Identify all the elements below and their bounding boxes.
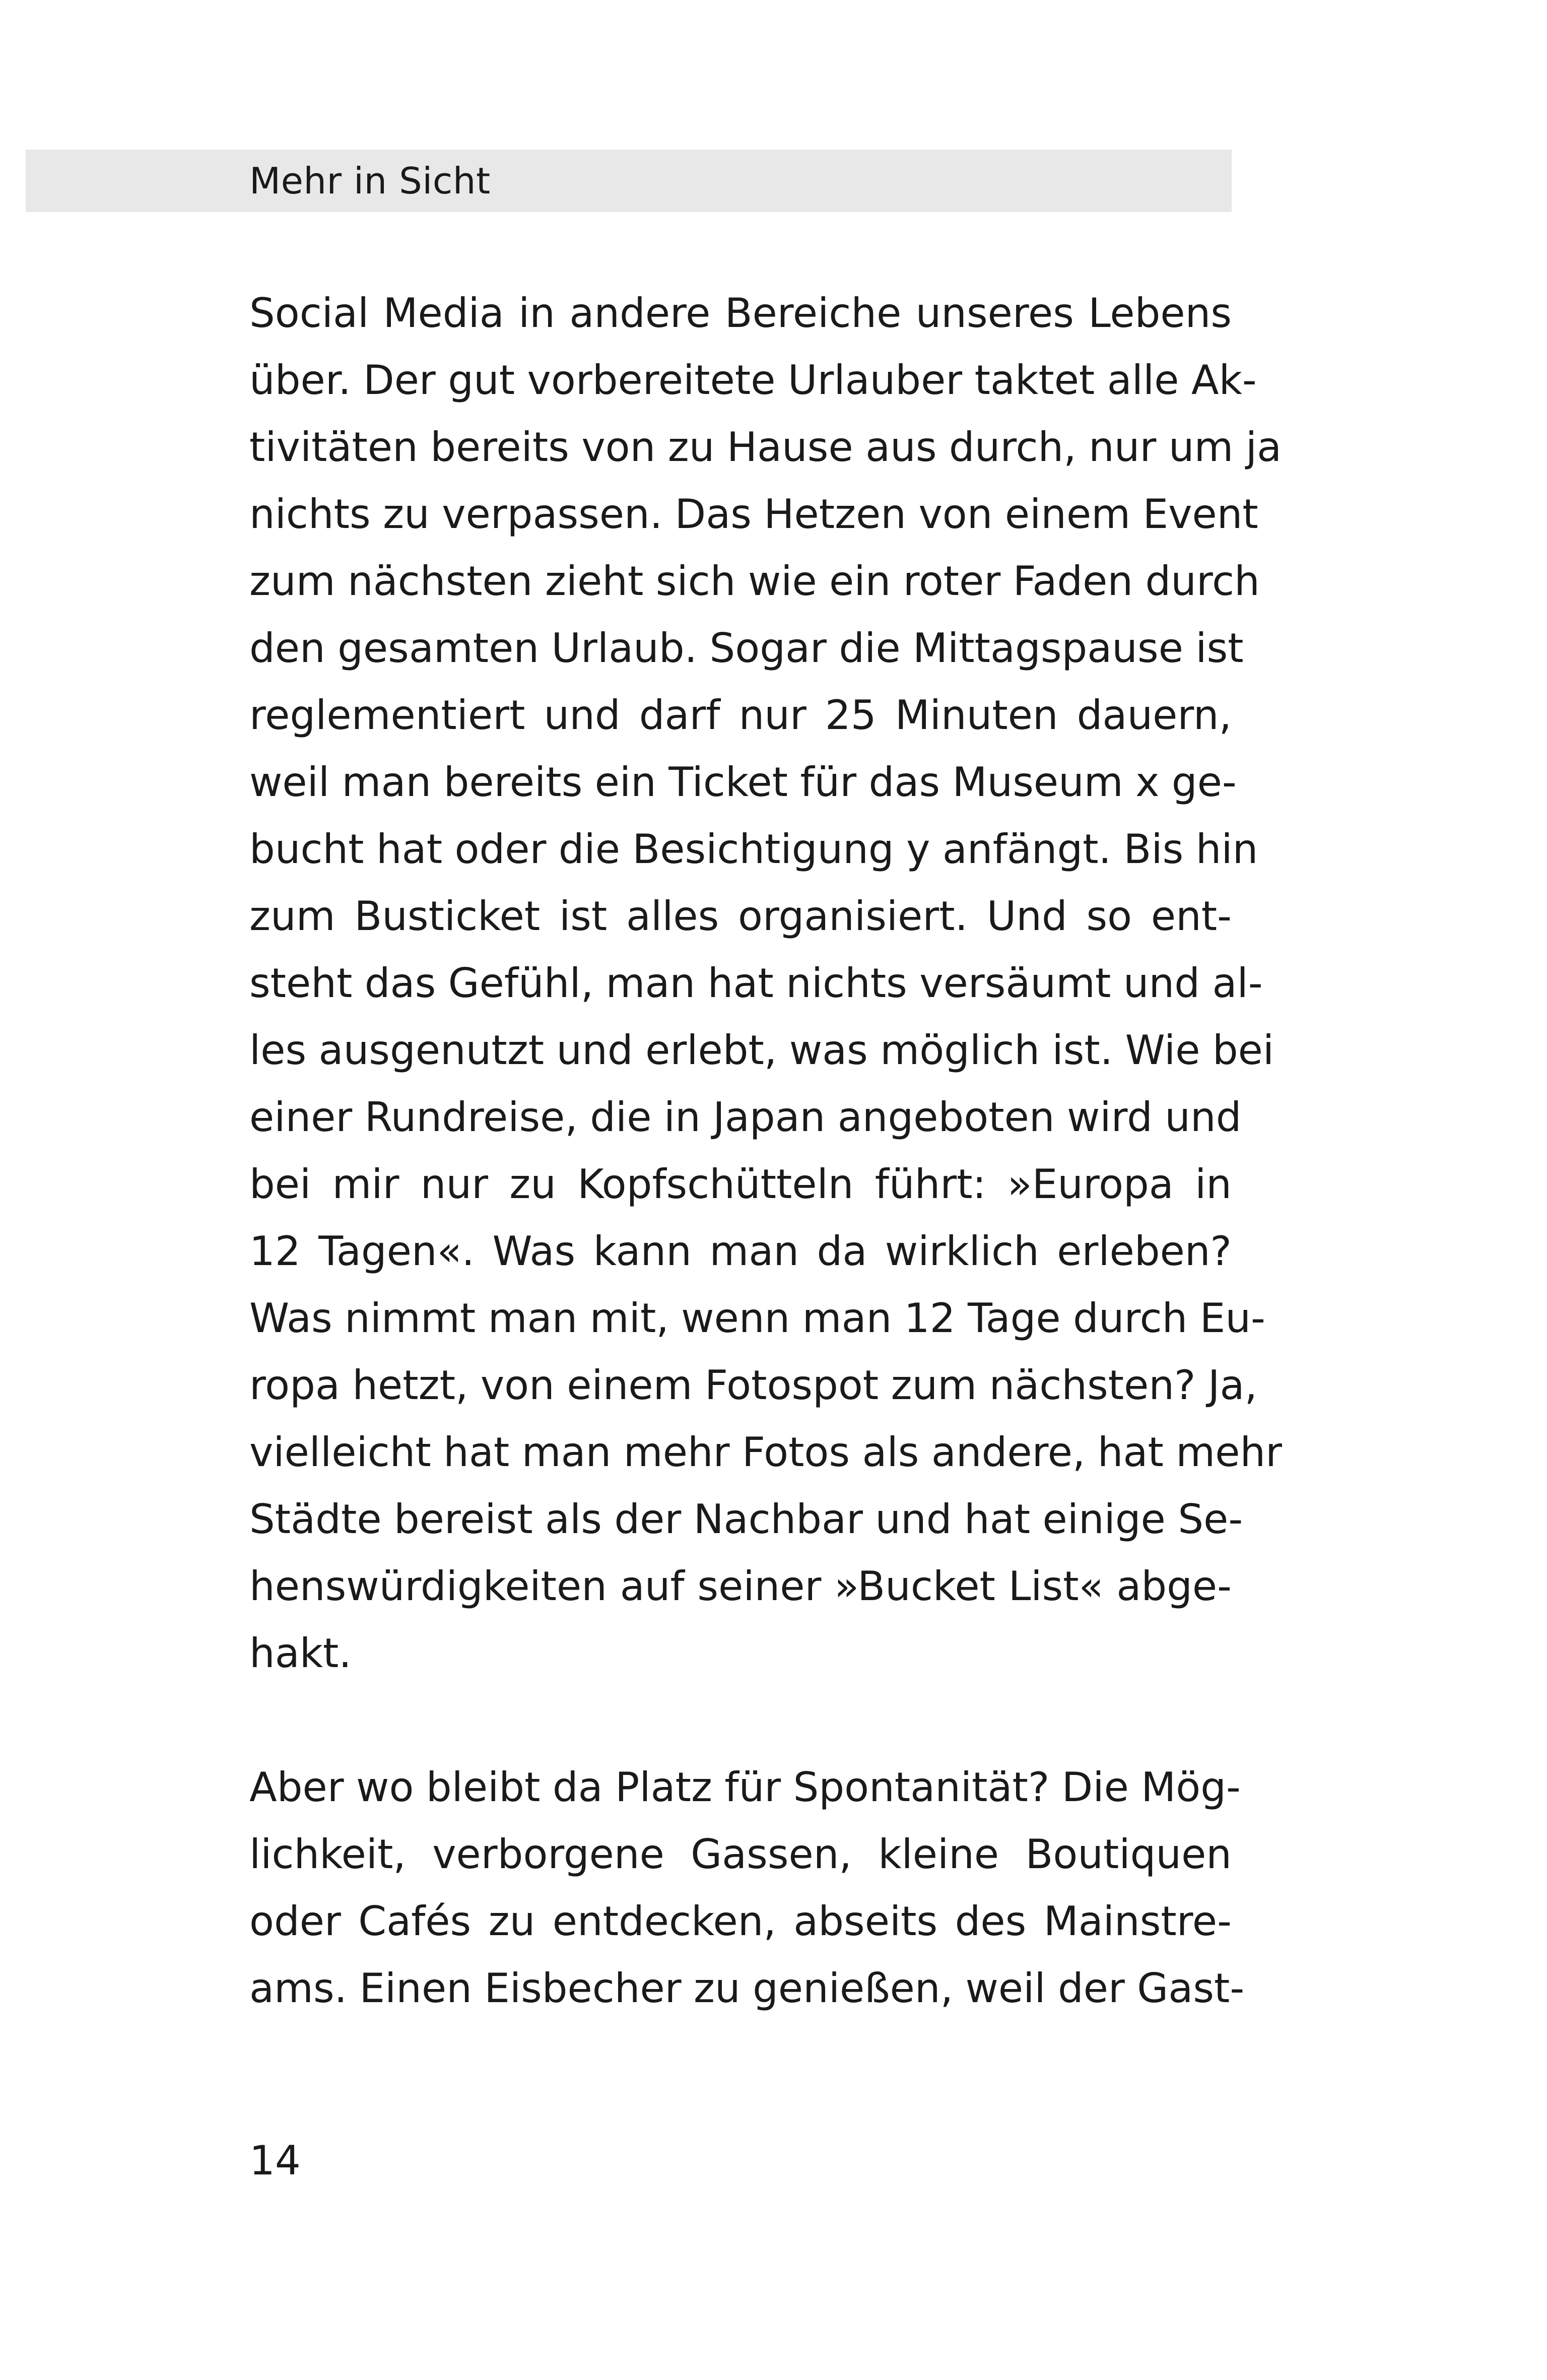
text-line: ropa hetzt, von einem Fotospot zum nächsten? Ja,	[249, 1362, 1257, 1409]
text-line: ams. Einen Eisbecher zu genießen, weil der Gast-	[249, 1965, 1245, 2012]
text-line: Social Media in andere Bereiche unseres Lebens	[249, 290, 1232, 337]
paragraph-1	[249, 280, 1283, 1687]
text-line: reglementiert und darf nur 25 Minuten dauern,	[249, 692, 1232, 739]
text-line: lichkeit, verborgene Gassen, kleine Boutiquen	[249, 1831, 1232, 1878]
text-line: Was nimmt man mit, wenn man 12 Tage durch Eu-	[249, 1295, 1265, 1342]
text-line: zum nächsten zieht sich wie ein roter Faden durch	[249, 558, 1260, 605]
text-line: vielleicht hat man mehr Fotos als andere, hat mehr	[249, 1429, 1283, 1476]
text-line: zum Busticket ist alles organisiert. Und so ent-	[249, 893, 1232, 940]
text-line: Städte bereist als der Nachbar und hat einige Se-	[249, 1496, 1243, 1543]
text-line: les ausgenutzt und erlebt, was möglich ist. Wie bei	[249, 1027, 1274, 1074]
text-line: Aber wo bleibt da Platz für Spontanität? Die Mög-	[249, 1764, 1241, 1811]
text-line: nichts zu verpassen. Das Hetzen von einem Event	[249, 491, 1258, 538]
text-line: 12 Tagen«. Was kann man da wirklich erleben?	[249, 1228, 1232, 1275]
body-text	[249, 280, 1283, 2022]
text-line: bucht hat oder die Besichtigung y anfängt. Bis hin	[249, 826, 1258, 873]
running-header	[26, 150, 1232, 212]
text-line: hakt.	[249, 1630, 352, 1677]
text-line: weil man bereits ein Ticket für das Museum x ge-	[249, 759, 1237, 806]
paragraph-2	[249, 1754, 1245, 2022]
text-line: tivitäten bereits von zu Hause aus durch, nur um ja	[249, 424, 1282, 471]
page-number: 14	[249, 2137, 301, 2184]
paragraph-gap	[249, 1687, 1232, 1754]
text-line: oder Cafés zu entdecken, abseits des Mainstre-	[249, 1898, 1232, 1945]
text-line: henswürdigkeiten auf seiner »Bucket List« abge-	[249, 1563, 1232, 1610]
text-line: bei mir nur zu Kopfschütteln führt: »Europa in	[249, 1161, 1232, 1208]
text-line: über. Der gut vorbereitete Urlauber taktet alle Ak-	[249, 357, 1257, 404]
text-line: steht das Gefühl, man hat nichts versäumt und al-	[249, 960, 1263, 1007]
text-line: den gesamten Urlaub. Sogar die Mittagspause ist	[249, 625, 1244, 672]
running-header-title: Mehr in Sicht	[249, 160, 491, 202]
text-line: einer Rundreise, die in Japan angeboten wird und	[249, 1094, 1242, 1141]
